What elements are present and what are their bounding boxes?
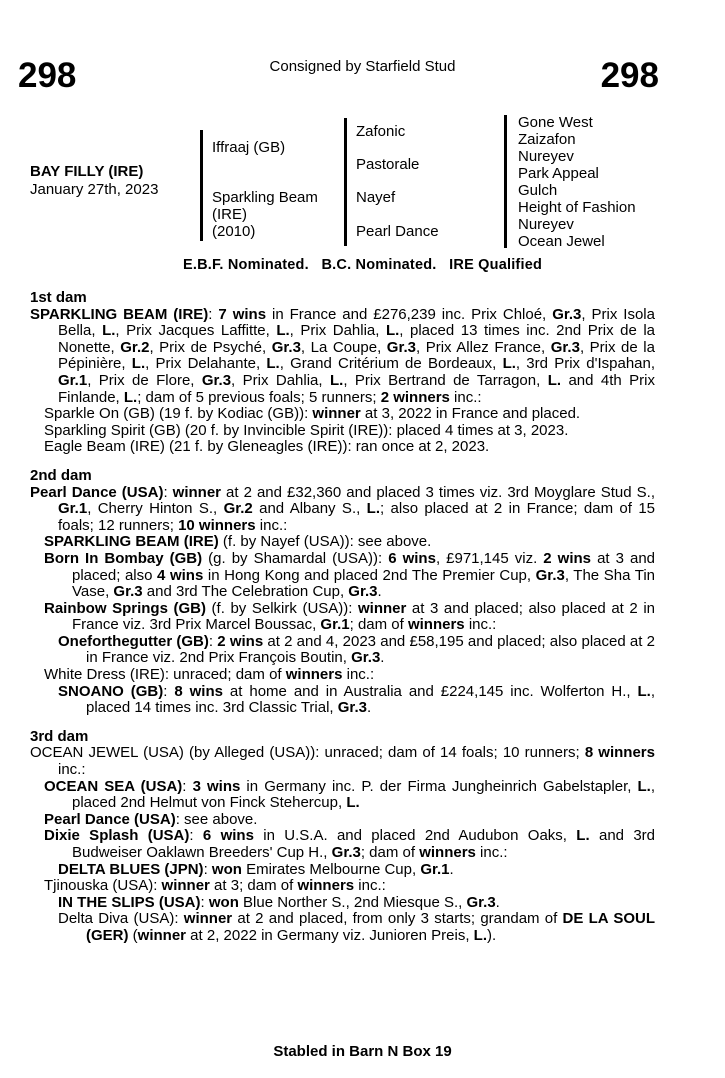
pedigree-grandparent: Zafonic: [356, 123, 406, 140]
pedigree-grandparent: Pearl Dance: [356, 223, 439, 240]
produce-entry: DELTA BLUES (JPN): won Emirates Melbourne Cup, Gr.1.: [58, 860, 454, 878]
nominations-line: E.B.F. Nominated. B.C. Nominated. IRE Qualified: [182, 257, 543, 273]
produce-entry: Sparkling Spirit (GB) (20 f. by Invincible Spirit (IRE)): placed 4 times at 3, 2023.: [44, 421, 569, 439]
produce-entry: Eagle Beam (IRE) (21 f. by Gleneagles (IRE)): ran once at 2, 2023.: [44, 438, 490, 456]
dam-heading: 3rd dam: [30, 727, 89, 745]
pedigree-divider-2: [344, 118, 347, 246]
pedigree-ggp: Gulch: [518, 182, 558, 199]
produce-entry: Sparkle On (GB) (19 f. by Kodiac (GB)): winner at 3, 2022 in France and placed.: [44, 405, 581, 423]
produce-entry: SNOANO (GB): 8 wins at home and in Australia and £224,145 inc. Wolferton H., L., placed 14 times inc. 3rd Classic Trial, Gr.3.: [58, 682, 656, 717]
stabling-info: Stabled in Barn N Box 19: [273, 1043, 452, 1060]
produce-entry: SPARKLING BEAM (IRE): 7 wins in France and £276,239 inc. Prix Chloé, Gr.3, Prix Isola Bella, L., Prix Jacques Laffitte, L., Prix Dahlia, L., placed 13 times inc. 2nd Prix de la Nonette, Gr.2, Prix de Psyché, Gr.3, La Coupe, Gr.3, Prix Allez France, Gr.3, Prix de la Pépinière, L., Prix Delahante, L., Grand Critérium de Bordeaux, L., 3rd Prix d'Ispahan, Gr.1, Prix de Flore, Gr.3, Prix Dahlia, L., Prix Bertrand de Tarragon, L. and 4th Prix Finlande, L.; dam of 5 previous foals; 5 runners; 2 winners inc.:: [30, 305, 656, 406]
pedigree-ggp: Height of Fashion: [518, 199, 636, 216]
lot-number-right: 298: [600, 56, 659, 95]
lot-number-left: 298: [18, 56, 77, 95]
produce-record: [30, 290, 655, 945]
pedigree-ggp: Park Appeal: [518, 165, 599, 182]
produce-entry: Dixie Splash (USA): 6 wins in U.S.A. and placed 2nd Audubon Oaks, L. and 3rd Budweiser Oaklawn Breeders' Cup H., Gr.3; dam of winners inc.:: [44, 827, 656, 861]
dam-heading: 1st dam: [30, 289, 87, 306]
produce-entry: IN THE SLIPS (USA): won Blue Norther S., 2nd Miesque S., Gr.3.: [58, 893, 500, 911]
pedigree-ggp: Nureyev: [518, 148, 574, 165]
produce-entry: OCEAN JEWEL (USA) (by Alleged (USA)): unraced; dam of 14 foals; 10 runners; 8 winners inc.:: [30, 744, 655, 779]
pedigree-divider-1: [200, 130, 203, 241]
produce-entry: Delta Diva (USA): winner at 2 and placed, from only 3 starts; grandam of DE LA SOUL (GER) (winner at 2, 2022 in Germany viz. Junioren Preis, L.).: [58, 910, 655, 944]
produce-entry: Rainbow Springs (GB) (f. by Selkirk (USA)): winner at 3 and placed; also placed at 2 in France viz. 3rd Prix Marcel Boussac, Gr.1; dam of winners inc.:: [44, 599, 655, 634]
horse-title: BAY FILLY (IRE): [30, 163, 144, 180]
pedigree-sire: Iffraaj (GB): [212, 139, 286, 156]
pedigree-dam-name: Sparkling Beam: [212, 189, 318, 206]
pedigree-ggp: Ocean Jewel: [518, 233, 605, 250]
produce-entry: OCEAN SEA (USA): 3 wins in Germany inc. P. der Firma Jungheinrich Gabelstapler, L., placed 2nd Helmut von Finck Stehercup, L.: [44, 777, 656, 812]
pedigree-ggp: Gone West: [518, 114, 593, 131]
dam-heading: 2nd dam: [30, 466, 92, 484]
produce-entry: SPARKLING BEAM (IRE) (f. by Nayef (USA)): see above.: [44, 533, 432, 551]
produce-entry: Born In Bombay (GB) (g. by Shamardal (USA)): 6 wins, £971,145 viz. 2 wins at 3 and placed; also 4 wins in Hong Kong and placed 2nd The Premier Cup, Gr.3, The Sha Tin Vase, Gr.3 and 3rd The Celebration Cup, Gr.3.: [44, 549, 656, 601]
pedigree-dam-country: (IRE): [212, 206, 247, 223]
produce-entry: Oneforthegutter (GB): 2 wins at 2 and 4, 2023 and £58,195 and placed; also placed at 2 in France viz. 2nd Prix François Boutin, Gr.3.: [58, 632, 655, 667]
pedigree-grandparent: Nayef: [356, 189, 396, 206]
produce-entry: Pearl Dance (USA): winner at 2 and £32,360 and placed 3 times viz. 3rd Moyglare Stud S., Gr.1, Cherry Hinton S., Gr.2 and Albany S., L.; also placed at 2 in France; dam of 15 foals; 12 runners; 10 winners inc.:: [30, 483, 655, 534]
pedigree-dam: [212, 189, 318, 240]
produce-entry: Pearl Dance (USA): see above.: [44, 810, 258, 828]
pedigree-ggp: Zaizafon: [518, 131, 576, 148]
pedigree-dam-year: (2010): [212, 223, 256, 240]
pedigree-great-grandparents: [518, 114, 636, 250]
pedigree-divider-3: [504, 115, 507, 248]
pedigree-ggp: Nureyev: [518, 216, 574, 233]
pedigree-grandparent: Pastorale: [356, 156, 420, 173]
produce-entry: Tjinouska (USA): winner at 3; dam of winners inc.:: [44, 877, 386, 895]
foaling-date: January 27th, 2023: [30, 181, 159, 198]
consignor-line: Consigned by Starfield Stud: [269, 58, 456, 75]
produce-entry: White Dress (IRE): unraced; dam of winners inc.:: [44, 666, 375, 684]
